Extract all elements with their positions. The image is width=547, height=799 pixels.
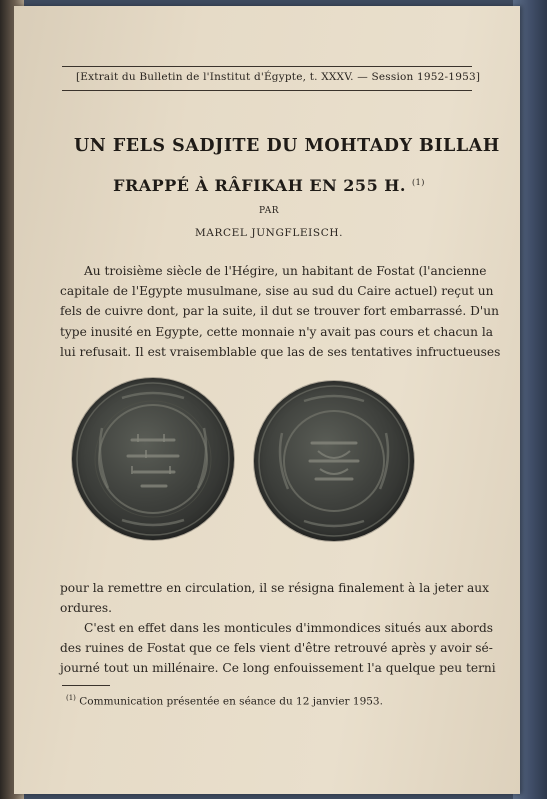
paragraph-1 — [60, 261, 501, 362]
paragraph-2 — [60, 578, 490, 618]
article-title-line1: UN FELS SADJITE DU MOHTADY BILLAH — [74, 136, 500, 156]
text-line: ordures. — [60, 601, 112, 616]
article-title-line2 — [74, 176, 464, 195]
author-name: MARCEL JUNGFLEISCH. — [194, 227, 344, 239]
text-line: capitale de l'Egypte musulmane, sise au sud du Caire actuel) reçut un — [60, 284, 494, 299]
text-line: pour la remettre en circulation, il se résigna finalement à la jeter aux — [60, 581, 490, 595]
text-line: type inusité en Egypte, cette monnaie n'y avait pas cours et chacun la — [60, 324, 494, 339]
paragraph-3 — [60, 618, 496, 679]
header-rule-top — [62, 66, 472, 67]
coin-obverse-image — [72, 378, 234, 540]
text-line: journé tout un millénaire. Ce long enfouissement l'a quelque peu terni — [60, 661, 496, 676]
book-page — [14, 6, 520, 794]
coin-reverse-image — [254, 381, 414, 541]
header-rule-bottom — [62, 90, 472, 91]
article-title-line2-text: FRAPPÉ À RÂFIKAH EN 255 H. — [113, 176, 406, 195]
footnote — [66, 694, 466, 708]
title-footnote-mark: (1) — [412, 178, 425, 187]
footnote-mark: (1) — [66, 694, 76, 702]
text-line: lui refusait. Il est vraisemblable que las de ses tentatives infructueuses — [60, 344, 501, 359]
text-line: C'est en effet dans les monticules d'immondices situés aux abords — [84, 621, 494, 635]
text-line: fels de cuivre dont, par la suite, il dut se trouver fort embarrassé. D'un — [60, 304, 499, 319]
text-line: Au troisième siècle de l'Hégire, un habitant de Fostat (l'ancienne — [84, 264, 487, 278]
footnote-text: Communication présentée en séance du 12 janvier 1953. — [79, 695, 383, 708]
running-head: [Extrait du Bulletin de l'Institut d'Égypte, t. XXXV. — Session 1952-1953] — [76, 71, 481, 83]
text-line: des ruines de Fostat que ce fels vient d'être retrouvé après y avoir sé- — [60, 641, 493, 656]
footnote-rule — [62, 685, 110, 686]
byline-par: PAR — [258, 206, 279, 216]
